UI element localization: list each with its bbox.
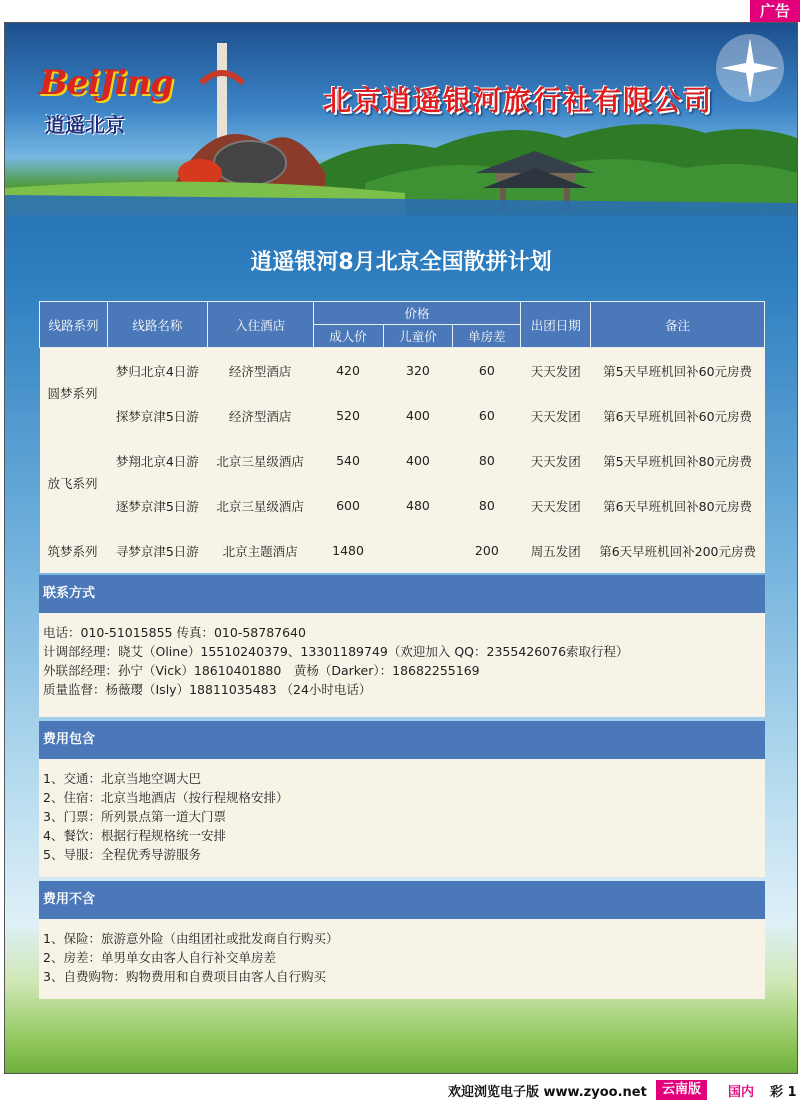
single-supplement-cell: 80 bbox=[453, 438, 521, 483]
table-row bbox=[40, 528, 765, 573]
header-departure: 出团日期 bbox=[521, 302, 591, 348]
contact-quality-line: 质量监督：杨薇璎（Isly）18811035483 （24小时电话） bbox=[43, 682, 372, 697]
contact-planning-line: 计调部经理：晓艾（Oline）15510240379、13301189749（欢迎加入 QQ：2355426076索取行程） bbox=[43, 644, 629, 659]
header-note: 备注 bbox=[591, 302, 765, 348]
adult-price-cell: 1480 bbox=[313, 528, 383, 573]
contact-section-body bbox=[39, 613, 765, 717]
adult-price-cell: 600 bbox=[313, 483, 383, 528]
contact-section-title: 联系方式 bbox=[39, 575, 765, 613]
hotel-cell: 北京主题酒店 bbox=[207, 528, 313, 573]
page-footer bbox=[0, 1080, 800, 1100]
departure-cell: 天天发团 bbox=[521, 393, 591, 438]
footer-page-number: 彩 1 bbox=[770, 1085, 797, 1100]
single-supplement-cell: 200 bbox=[453, 528, 521, 573]
hotel-cell: 经济型酒店 bbox=[207, 393, 313, 438]
excluded-section-body bbox=[39, 919, 765, 999]
series-cell: 圆梦系列 bbox=[40, 348, 108, 439]
child-price-cell: 400 bbox=[383, 393, 453, 438]
list-item: 2、房差：单男单女由客人自行补交单房差 bbox=[43, 950, 276, 965]
company-name: 北京逍遥银河旅行社有限公司 bbox=[323, 84, 714, 117]
footer-edition-badge: 云南版 bbox=[656, 1080, 707, 1100]
header-price: 价格 bbox=[313, 302, 521, 325]
list-item: 1、保险：旅游意外险（由组团社或批发商自行购买） bbox=[43, 931, 339, 946]
included-section-body bbox=[39, 759, 765, 877]
single-supplement-cell: 60 bbox=[453, 348, 521, 394]
departure-cell: 周五发团 bbox=[521, 528, 591, 573]
plan-title: 逍遥银河8月北京全国散拼计划 bbox=[250, 250, 552, 275]
hotel-cell: 北京三星级酒店 bbox=[207, 483, 313, 528]
contact-external-line: 外联部经理：孙宁（Vick）18610401880 黄杨（Darker）：18682255169 bbox=[43, 663, 480, 678]
child-price-cell: 480 bbox=[383, 483, 453, 528]
note-cell: 第5天早班机回补80元房费 bbox=[591, 438, 765, 483]
single-supplement-cell: 60 bbox=[453, 393, 521, 438]
series-cell: 放飞系列 bbox=[40, 438, 108, 528]
included-section-title: 费用包含 bbox=[39, 721, 765, 759]
child-price-cell bbox=[383, 528, 453, 573]
series-cell: 筑梦系列 bbox=[40, 528, 108, 573]
hotel-cell: 北京三星级酒店 bbox=[207, 438, 313, 483]
list-item: 2、住宿：北京当地酒店（按行程规格安排） bbox=[43, 790, 289, 805]
ad-tag: 广告 bbox=[750, 0, 800, 22]
table-row bbox=[40, 393, 765, 438]
adult-price-cell: 520 bbox=[313, 393, 383, 438]
landmark-collage-icon bbox=[175, 43, 325, 193]
table-row bbox=[40, 348, 765, 394]
route-cell: 逐梦京津5日游 bbox=[107, 483, 207, 528]
header-child: 儿童价 bbox=[383, 325, 453, 348]
route-cell: 梦翔北京4日游 bbox=[107, 438, 207, 483]
note-cell: 第6天早班机回补60元房费 bbox=[591, 393, 765, 438]
contact-phone-line: 电话：010-51015855 传真：010-58787640 bbox=[43, 625, 306, 640]
beijing-logo-subtitle: 逍遥北京 bbox=[45, 113, 125, 137]
price-table bbox=[39, 301, 765, 573]
footer-domestic-label: 国内 bbox=[728, 1085, 755, 1100]
header-banner bbox=[5, 23, 797, 215]
advertisement-frame bbox=[4, 22, 798, 1074]
list-item: 4、餐饮：根据行程规格统一安排 bbox=[43, 828, 226, 843]
list-item: 5、导服：全程优秀导游服务 bbox=[43, 847, 201, 862]
list-item: 3、自费购物：购物费用和自费项目由客人自行购买 bbox=[43, 969, 326, 984]
note-cell: 第6天早班机回补80元房费 bbox=[591, 483, 765, 528]
header-hotel: 入住酒店 bbox=[207, 302, 313, 348]
departure-cell: 天天发团 bbox=[521, 348, 591, 394]
departure-cell: 天天发团 bbox=[521, 483, 591, 528]
header-adult: 成人价 bbox=[313, 325, 383, 348]
note-cell: 第5天早班机回补60元房费 bbox=[591, 348, 765, 394]
list-item: 1、交通：北京当地空调大巴 bbox=[43, 771, 201, 786]
header-single: 单房差 bbox=[453, 325, 521, 348]
footer-website-link[interactable]: 欢迎浏览电子版 www.zyoo.net bbox=[448, 1085, 647, 1100]
route-cell: 寻梦京津5日游 bbox=[107, 528, 207, 573]
adult-price-cell: 540 bbox=[313, 438, 383, 483]
header-series: 线路系列 bbox=[40, 302, 108, 348]
route-cell: 探梦京津5日游 bbox=[107, 393, 207, 438]
adult-price-cell: 420 bbox=[313, 348, 383, 394]
departure-cell: 天天发团 bbox=[521, 438, 591, 483]
child-price-cell: 320 bbox=[383, 348, 453, 394]
route-cell: 梦归北京4日游 bbox=[107, 348, 207, 394]
beijing-logo-text: BeiJing bbox=[39, 63, 173, 103]
header-route: 线路名称 bbox=[107, 302, 207, 348]
single-supplement-cell: 80 bbox=[453, 483, 521, 528]
list-item: 3、门票：所列景点第一道大门票 bbox=[43, 809, 226, 824]
table-row bbox=[40, 483, 765, 528]
child-price-cell: 400 bbox=[383, 438, 453, 483]
hotel-cell: 经济型酒店 bbox=[207, 348, 313, 394]
note-cell: 第6天早班机回补200元房费 bbox=[591, 528, 765, 573]
table-row bbox=[40, 438, 765, 483]
excluded-section-title: 费用不含 bbox=[39, 881, 765, 919]
